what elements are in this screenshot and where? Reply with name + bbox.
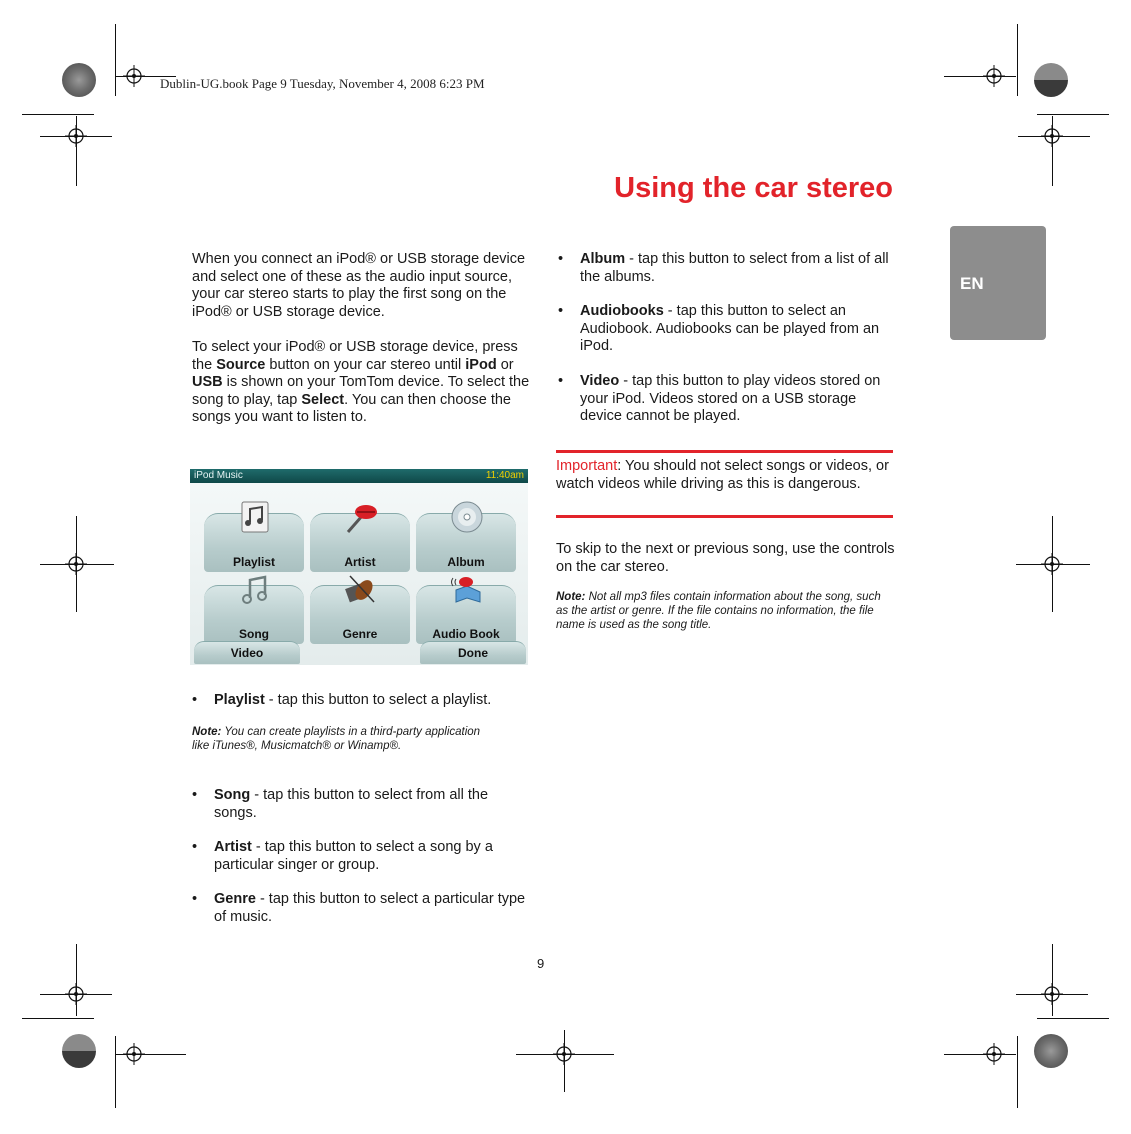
- skip-paragraph: To skip to the next or previous song, use the controls on the car stereo.: [556, 541, 895, 575]
- select-source-paragraph: To select your iPod® or USB storage device, press the Source button on your car stereo until iPod or USB is shown on your TomTom device. To select the song to play, tap Select. You can then choose the songs you want to listen to.: [192, 339, 530, 425]
- crosshair-target-icon: [65, 125, 87, 147]
- crosshair-target-icon: [1041, 553, 1063, 575]
- print-slug: Dublin-UG.book Page 9 Tuesday, November 4, 2008 6:23 PM: [160, 76, 485, 91]
- screen-menu: [190, 483, 528, 665]
- registration-disc-icon: [1034, 1034, 1068, 1068]
- important-warning: Important: You should not select songs or videos, or watch videos while driving as this is dangerous.: [556, 458, 889, 492]
- registration-disc-icon: [62, 1034, 96, 1068]
- done-tile-button[interactable]: Done: [420, 641, 526, 664]
- microphone-lips-icon: [344, 500, 378, 534]
- audio-book-tile-button[interactable]: Audio Book: [416, 585, 516, 644]
- crosshair-target-icon: [553, 1043, 575, 1065]
- crosshair-target-icon: [65, 553, 87, 575]
- registration-disc-icon: [62, 63, 96, 97]
- crosshair-target-icon: [983, 1043, 1005, 1065]
- page-title: Using the car stereo: [614, 172, 893, 204]
- crosshair-target-icon: [123, 1043, 145, 1065]
- intro-paragraph: When you connect an iPod® or USB storage device and select one of these as the audio input source, your car stereo starts to play the first song on the iPod® or USB storage device.: [192, 251, 526, 320]
- page-number: 9: [537, 956, 545, 971]
- ipod-music-screenshot: [190, 469, 528, 665]
- crosshair-target-icon: [65, 983, 87, 1005]
- audio-book-icon: [450, 572, 484, 606]
- artist-tile-button[interactable]: Artist: [310, 513, 410, 572]
- important-top-rule: [556, 450, 893, 453]
- crosshair-target-icon: [123, 65, 145, 87]
- screen-header-title: iPod Music: [194, 470, 243, 481]
- violin-icon: [344, 572, 378, 606]
- video-tile-button[interactable]: Video: [194, 641, 300, 664]
- music-notes-icon: [238, 500, 272, 534]
- crosshair-target-icon: [983, 65, 1005, 87]
- language-tab-label: EN: [960, 274, 984, 293]
- important-bottom-rule: [556, 515, 893, 518]
- playlist-tile-button[interactable]: Playlist: [204, 513, 304, 572]
- playlist-note: Note: You can create playlists in a third-party application like iTunes®, Musicmatch® or Winamp®.: [192, 726, 481, 752]
- crosshair-target-icon: [1041, 125, 1063, 147]
- genre-tile-button[interactable]: Genre: [310, 585, 410, 644]
- song-tile-button[interactable]: Song: [204, 585, 304, 644]
- screen-clock: 11:40am: [485, 470, 524, 481]
- language-tab: [950, 226, 1046, 340]
- crosshair-target-icon: [1041, 983, 1063, 1005]
- registration-disc-icon: [1034, 63, 1068, 97]
- cd-disc-icon: [450, 500, 484, 534]
- music-note-icon: [238, 572, 272, 606]
- album-tile-button[interactable]: Album: [416, 513, 516, 572]
- mp3-info-note: Note: Not all mp3 files contain information about the song, such as the artist or genre. If the file contains no information, the file name is used as the song title.: [556, 591, 881, 631]
- screen-header-bar: [190, 469, 528, 483]
